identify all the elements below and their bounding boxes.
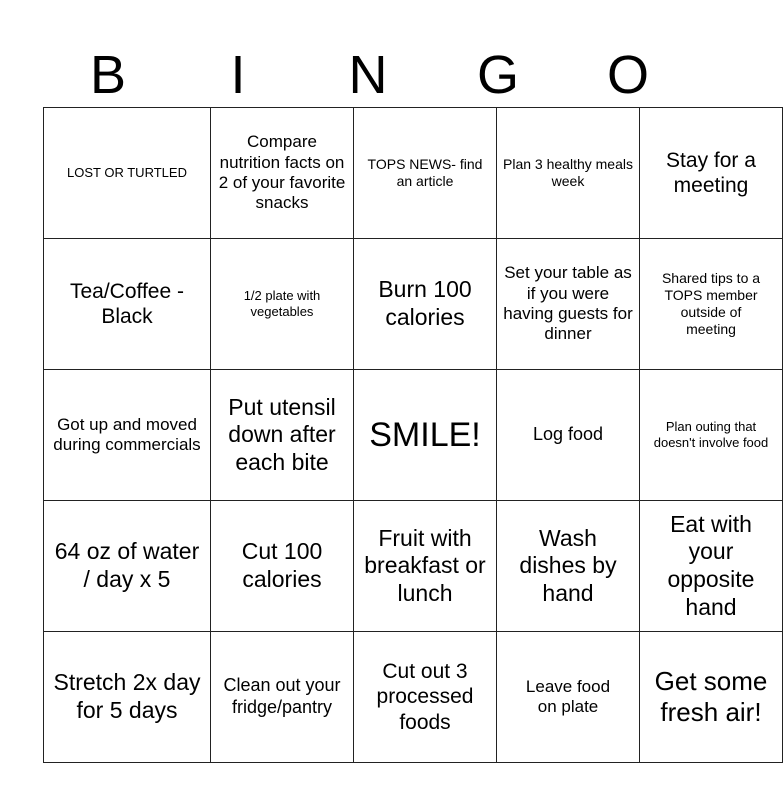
board-row [44,370,783,501]
bingo-cell[interactable]: Clean out your fridge/pantry [211,632,354,763]
bingo-cell[interactable]: Wash dishes by hand [497,501,640,632]
bingo-cell[interactable]: Tea/Coffee - Black [44,239,211,370]
bingo-cell[interactable]: Stretch 2x day for 5 days [44,632,211,763]
bingo-board [43,107,783,763]
bingo-cell[interactable]: LOST OR TURTLED [44,108,211,239]
board-row [44,108,783,239]
bingo-cell[interactable]: Eat with your opposite hand [640,501,783,632]
bingo-cell[interactable]: Get some fresh air! [640,632,783,763]
bingo-cell[interactable]: Cut out 3 processed foods [354,632,497,763]
header-letter-i: I [230,45,246,105]
bingo-cell[interactable]: Stay for a meeting [640,108,783,239]
bingo-cell[interactable]: Compare nutrition facts on 2 of your favorite snacks [211,108,354,239]
header-letter-n: N [348,45,388,105]
bingo-cell[interactable]: Shared tips to a TOPS member outside of meeting [640,239,783,370]
bingo-cell[interactable]: Plan outing that doesn't involve food [640,370,783,501]
bingo-cell[interactable]: Set your table as if you were having guests for dinner [497,239,640,370]
bingo-cell[interactable]: Fruit with breakfast or lunch [354,501,497,632]
bingo-cell[interactable]: Put utensil down after each bite [211,370,354,501]
header-letter-o: O [606,45,649,105]
bingo-cell[interactable]: Leave food on plate [497,632,640,763]
bingo-cell[interactable]: Log food [497,370,640,501]
header-letter-b: B [89,45,127,105]
bingo-cell[interactable]: TOPS NEWS- find an article [354,108,497,239]
bingo-cell-center[interactable]: SMILE! [354,370,497,501]
board-row [44,501,783,632]
bingo-header [43,42,693,108]
bingo-cell[interactable]: Got up and moved during commercials [44,370,211,501]
header-letter-g: G [476,45,519,105]
bingo-cell[interactable]: Burn 100 calories [354,239,497,370]
board-row [44,632,783,763]
bingo-cell[interactable]: Cut 100 calories [211,501,354,632]
bingo-cell[interactable]: Plan 3 healthy meals week [497,108,640,239]
board-row [44,239,783,370]
bingo-cell[interactable]: 1/2 plate with vegetables [211,239,354,370]
bingo-cell[interactable]: 64 oz of water / day x 5 [44,501,211,632]
